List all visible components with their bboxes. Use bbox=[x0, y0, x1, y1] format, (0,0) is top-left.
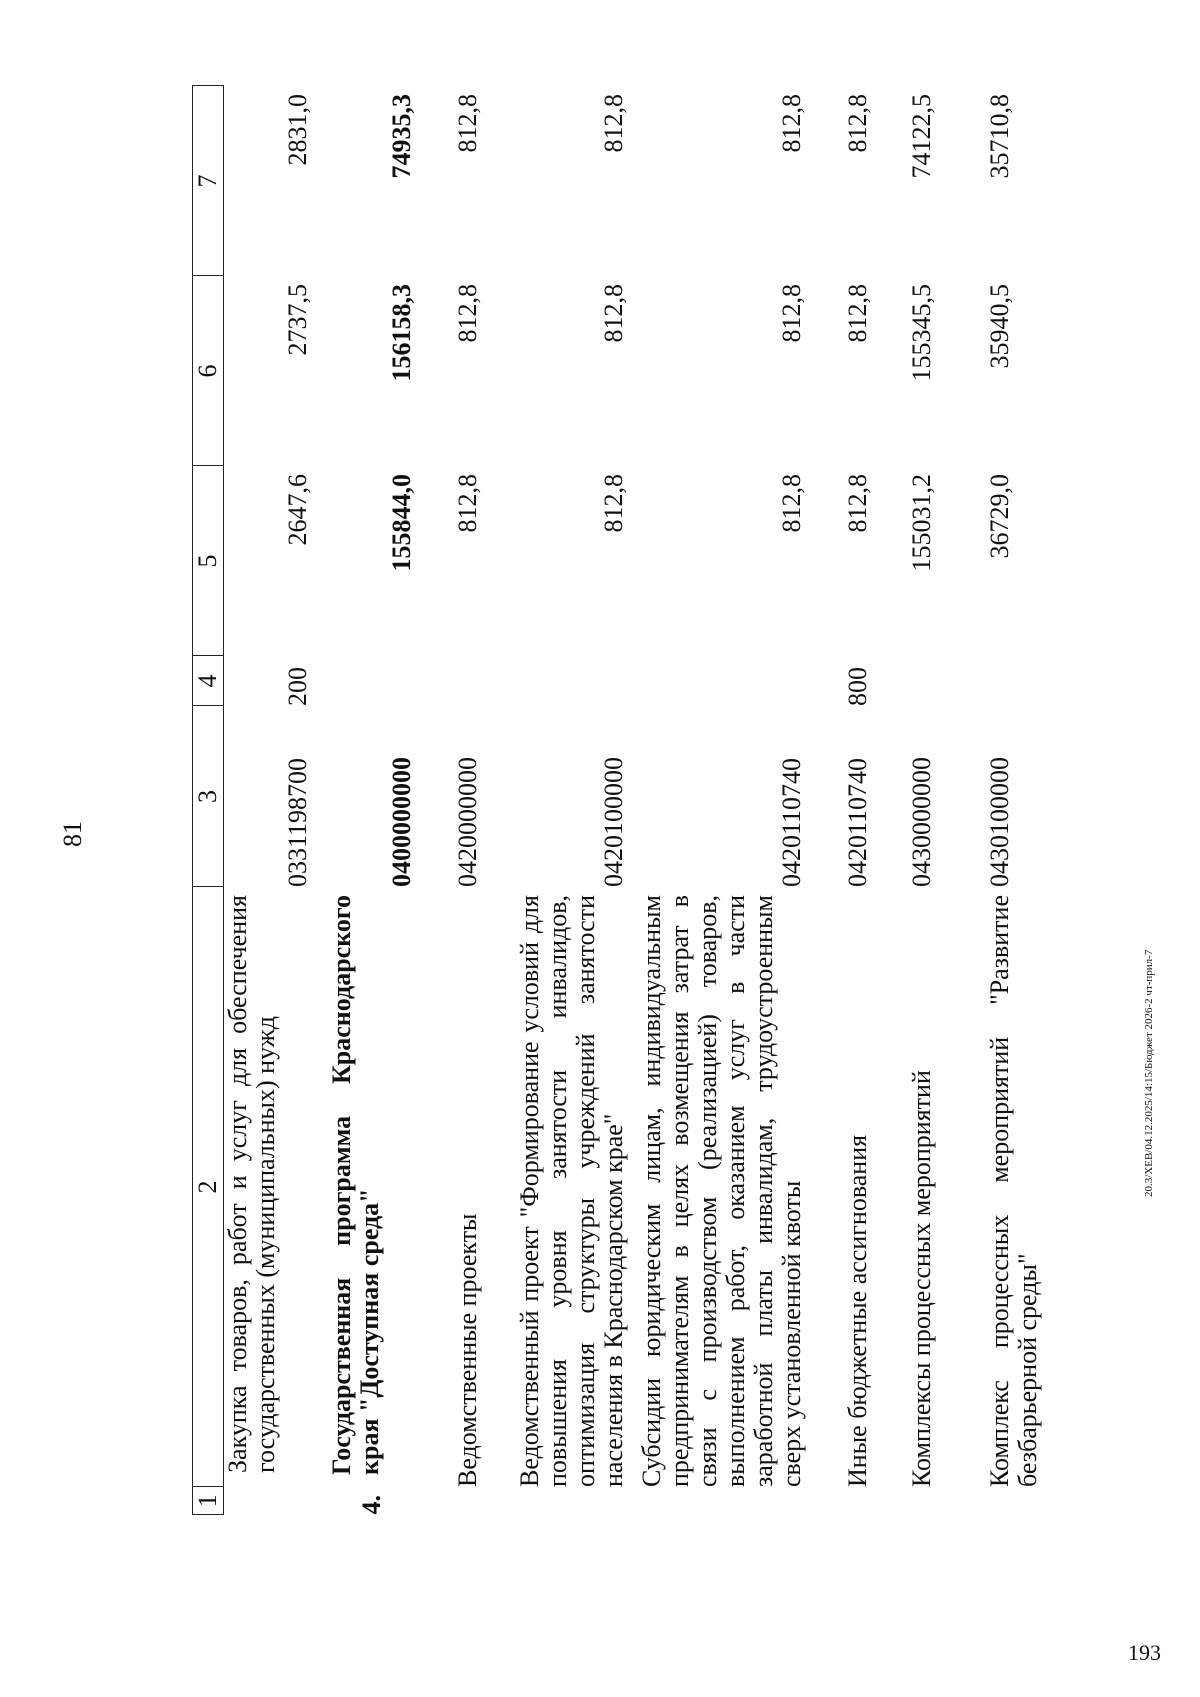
sheet-number: 193 bbox=[1128, 1640, 1161, 1665]
row-code: 0430000000 bbox=[907, 757, 936, 887]
header-col-7: 7 bbox=[193, 86, 224, 276]
row-num: 4. bbox=[357, 1495, 386, 1515]
row-value-2028: 812,8 bbox=[777, 94, 806, 153]
row-value-2026: 155844,0 bbox=[387, 474, 416, 572]
row-type bbox=[312, 656, 416, 706]
table-row bbox=[482, 86, 628, 1515]
row-type: 800 bbox=[843, 667, 872, 706]
row-value-2026: 2647,6 bbox=[283, 474, 312, 546]
row-value-2027: 812,8 bbox=[453, 284, 482, 343]
row-name: Субсидии юридическим лицам, индивидуальным предпринимателям в целях возмещения затрат в связи с производством (реализацией) товаров, выполнением работ, оказанием услуг в части заработной платы инвалидам, трудоустроенным сверх установленной квоты bbox=[637, 895, 806, 1487]
row-type bbox=[416, 656, 482, 706]
table-row bbox=[806, 86, 872, 1515]
row-code: 0430100000 bbox=[985, 757, 1014, 887]
row-value-2028: 812,8 bbox=[453, 94, 482, 153]
row-value-2028: 74935,3 bbox=[387, 94, 416, 179]
row-value-2026: 812,8 bbox=[599, 474, 628, 533]
row-code: 0331198700 bbox=[283, 757, 312, 887]
row-name: Государственная программа Краснодарского края "Доступная среда" bbox=[327, 895, 384, 1475]
row-value-2026: 812,8 bbox=[777, 474, 806, 533]
page-number: 81 bbox=[58, 821, 87, 847]
row-num bbox=[806, 1487, 872, 1515]
row-value-2026: 812,8 bbox=[843, 474, 872, 533]
row-num bbox=[224, 1487, 313, 1515]
row-value-2027: 2737,5 bbox=[283, 284, 312, 356]
row-type bbox=[872, 656, 936, 706]
row-value-2027: 35940,5 bbox=[985, 284, 1014, 369]
header-col-1: 1 bbox=[193, 1487, 224, 1515]
row-value-2028: 74122,5 bbox=[907, 94, 936, 179]
row-value-2027: 812,8 bbox=[599, 284, 628, 343]
table-row bbox=[936, 86, 1042, 1515]
row-num bbox=[482, 1487, 628, 1515]
row-value-2028: 812,8 bbox=[843, 94, 872, 153]
row-name: Комплекс процессных мероприятий "Развитие безбарьерной среды" bbox=[985, 895, 1042, 1487]
row-value-2027: 155345,5 bbox=[907, 284, 936, 382]
footer-document-code: 20.3/ХЕВ/04.12.2025/14:15/Бюджет 2026-2 чт-прил-7 bbox=[1143, 949, 1155, 1197]
header-col-4: 4 bbox=[193, 656, 224, 706]
row-value-2027: 812,8 bbox=[843, 284, 872, 343]
row-name: Комплексы процессных мероприятий bbox=[907, 1070, 936, 1487]
row-code: 0400000000 bbox=[387, 757, 416, 887]
row-type bbox=[628, 656, 806, 706]
table-row bbox=[312, 86, 416, 1515]
row-type: 200 bbox=[283, 667, 312, 706]
row-num bbox=[936, 1487, 1042, 1515]
header-col-5: 5 bbox=[193, 466, 224, 656]
row-name: Ведомственный проект "Формирование условий для повышения уровня занятости инвалидов, оптимизация структуры учреждений занятости населения в Краснодарском крае" bbox=[515, 895, 628, 1487]
header-col-6: 6 bbox=[193, 276, 224, 466]
row-value-2028: 812,8 bbox=[599, 94, 628, 153]
row-code: 0420110740 bbox=[843, 757, 872, 887]
table-row bbox=[416, 86, 482, 1515]
row-name: Иные бюджетные ассигнования bbox=[843, 1134, 872, 1487]
table-row bbox=[872, 86, 936, 1515]
row-value-2026: 812,8 bbox=[453, 474, 482, 533]
row-code: 0420100000 bbox=[599, 757, 628, 887]
budget-table bbox=[192, 86, 1042, 1516]
row-type bbox=[936, 656, 1042, 706]
row-code: 0420110740 bbox=[777, 757, 806, 887]
row-name: Ведомственные проекты bbox=[453, 1213, 482, 1487]
table-row bbox=[628, 86, 806, 1515]
row-value-2028: 2831,0 bbox=[283, 94, 312, 166]
row-num bbox=[416, 1487, 482, 1515]
row-num bbox=[628, 1487, 806, 1515]
row-num bbox=[872, 1487, 936, 1515]
row-code: 0420000000 bbox=[453, 757, 482, 887]
row-value-2026: 36729,0 bbox=[985, 474, 1014, 559]
header-col-3: 3 bbox=[193, 706, 224, 887]
row-type bbox=[482, 656, 628, 706]
header-col-2: 2 bbox=[193, 887, 224, 1487]
row-value-2028: 35710,8 bbox=[985, 94, 1014, 179]
row-name: Закупка товаров, работ и услуг для обеспечения государственных (муниципальных) нужд bbox=[223, 895, 280, 1473]
row-value-2027: 156158,3 bbox=[387, 284, 416, 382]
row-value-2027: 812,8 bbox=[777, 284, 806, 343]
header-row bbox=[193, 86, 224, 1515]
table-row bbox=[224, 86, 313, 1515]
row-value-2026: 155031,2 bbox=[907, 474, 936, 572]
